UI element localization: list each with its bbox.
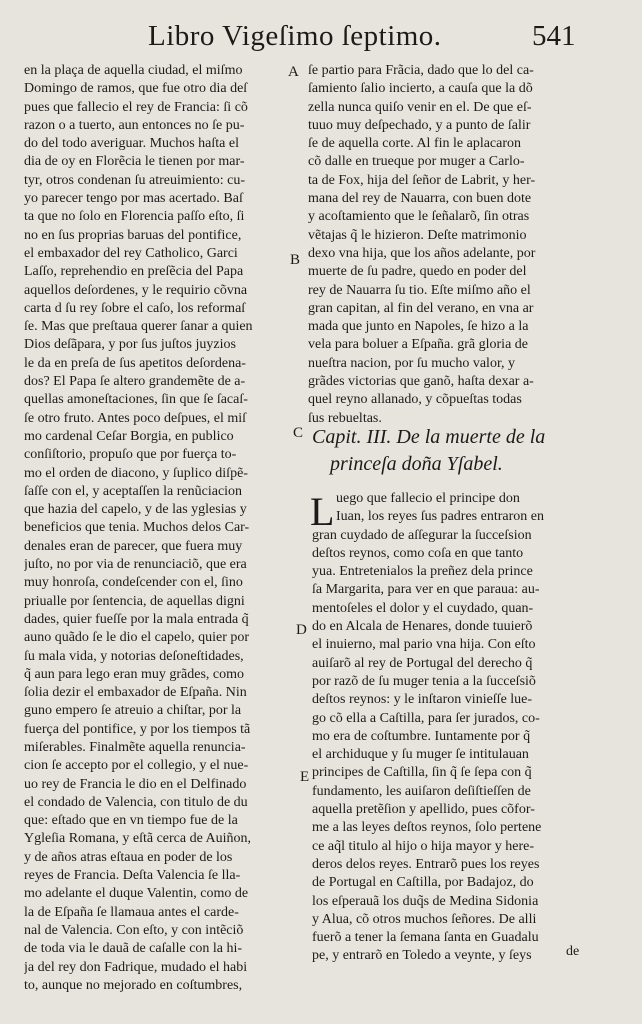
text-line: la de Eſpaña ſe llamaua antes el carde-	[24, 904, 239, 920]
right-column	[308, 62, 578, 428]
chapter-body	[312, 490, 544, 966]
text-line: Iuan, los reyes ſus padres entraron en	[336, 509, 544, 525]
text-line: auno quãdo ſe le dio el capelo, quier por	[24, 630, 250, 646]
text-line: aquella pretẽſion y apellido, pues cõfor-	[312, 802, 535, 818]
book-title: Libro Vigeſimo ſeptimo.	[148, 20, 442, 52]
text-line: principes de Caſtilla, ſin q̃ ſe ſepa con q̃	[312, 765, 532, 781]
text-line: y acoſtamiento que le ſeñalarõ, ſin otras	[308, 209, 530, 225]
text-line: miſerables. Finalmẽte aquella renuncia-	[24, 739, 246, 755]
text-line: conſiſtorio, propuſo que por fuerça to-	[24, 447, 237, 463]
text-line: ſaſſe con el, y aceptaſſen la renũciacion	[24, 483, 243, 499]
drop-cap-initial: L	[310, 489, 335, 534]
text-line: beneficios que tenia. Muchos delos Car-	[24, 520, 250, 536]
text-line: deſtos reynos, como coſa en que tanto	[312, 545, 524, 561]
text-line: guno empero ſe atreuio a chiſtar, por la	[24, 703, 242, 719]
text-line: ja del rey don Fadrique, mudado el habi	[24, 959, 248, 975]
text-line: quellas amoneſtaciones, ſin que ſe ſacaſ-	[24, 392, 248, 408]
text-line: ſe de aquella corte. Al fin le aplacaron	[308, 136, 522, 152]
text-line: mada que junto en Napoles, ſe hizo a la	[308, 319, 529, 335]
text-line: dades, quier fueſſe por la mala entrada q̃	[24, 611, 249, 627]
text-line: muerte de ſu padre, quedo en poder del	[308, 264, 527, 280]
text-line: ſolia dezir el embaxador de Eſpaña. Nin	[24, 685, 247, 701]
text-line: en la plaça de aquella ciudad, el miſmo	[24, 63, 243, 78]
text-line: y Alua, cõ otros muchos ſeñores. De alli	[312, 911, 537, 927]
catchword: de	[566, 944, 580, 959]
text-line: ta que no ſolo en Florencia paſſo eſto, ſi	[24, 209, 245, 225]
text-line: juſto, no por via de renunciaciõ, que era	[24, 557, 247, 573]
text-line: cion ſe accepto por el collegio, y el nue-	[24, 758, 249, 774]
text-line: do en Alcala de Henares, donde tuuierõ	[312, 619, 533, 635]
text-line: el archiduque y ſu muger ſe intitulauan	[312, 747, 529, 763]
text-line: nueſtra nacion, por ſu mucho valor, y	[308, 355, 516, 371]
text-line: do del todo averiguar. Muchos haſta el	[24, 136, 239, 152]
text-line: y de años atras eſtaua en poder de los	[24, 849, 233, 865]
text-line: denales eran de parecer, que fuera muy	[24, 538, 243, 554]
text-line: rey de Nauarra ſu tio. Eſte miſmo año el	[308, 282, 531, 298]
text-line: q̃ aun para lego eran muy grãdes, como	[24, 666, 245, 682]
text-line: razon o a tuerto, aun entonces no ſe pu-	[24, 117, 245, 133]
text-line: el inuierno, mal pario vna hija. Con eſto	[312, 637, 536, 653]
text-line: nal de Valencia. Con eſto, y con intẽciõ	[24, 922, 244, 938]
text-line: mo cardenal Ceſar Borgia, en publico	[24, 428, 234, 444]
text-line: yua. Entretenialos la preñez dela prince	[312, 564, 533, 580]
text-line: yo parecer tengo por mas acertado. Baſ	[24, 191, 243, 207]
text-line: fuerõ a tener la ſemana ſanta en Guadalu	[312, 930, 539, 946]
chapter-heading-line: princeſa doña Yſabel.	[330, 453, 503, 475]
text-line: cõ dalle en trueque por muger a Carlo-	[308, 154, 525, 170]
text-line: que: eſtado que en vn tiempo fue de la	[24, 813, 238, 829]
text-line: reyes de Francia. Deſta Valencia ſe lla-	[24, 868, 241, 884]
text-line: to, aunque no mejorado en coſtumbres,	[24, 977, 243, 993]
text-line: Dios deſãpara, y por ſus juſtos juyzios	[24, 337, 236, 353]
text-line: de toda via le dauã de caſalle con la hi-	[24, 941, 243, 957]
text-line: ſu mala vida, y notorias deſoneſtidades,	[24, 648, 244, 664]
text-line: mo era de coſtumbre. Iuntamente por q̃	[312, 728, 531, 744]
text-line: mentoſeles el dolor y el cuydado, quan-	[312, 600, 534, 616]
text-line: los eſperauã los duq̃s de Medina Sidonia	[312, 893, 539, 909]
text-line: tuuo muy deſpechado, y a punto de ſalir	[308, 117, 531, 133]
text-line: fundamento, les auiſaron deſiſtieſſen de	[312, 783, 531, 799]
text-line: mo adelante el duque Valentin, como de	[24, 886, 249, 902]
text-line: ſe. Mas que preſtaua querer ſanar a quien	[24, 319, 253, 335]
margin-marker-e: E	[300, 769, 310, 785]
margin-marker-a: A	[288, 64, 299, 80]
text-line: fuerça del pontifice, y por los tiempos tã	[24, 721, 251, 737]
margin-marker-b: B	[290, 252, 301, 268]
margin-marker-d: D	[296, 622, 307, 638]
text-line: pues que fallecio el rey de Francia: ſi cõ	[24, 99, 248, 115]
text-line: quel reyno allanado, y cõpueſtas todas	[308, 392, 522, 408]
text-line: ce aq̃l titulo al hijo o hija mayor y here-	[312, 838, 534, 854]
chapter-heading	[312, 424, 582, 478]
left-column	[24, 62, 290, 995]
page-number: 541	[532, 20, 576, 52]
text-line: ſamiento ſalio incierto, a cauſa que la dõ	[308, 81, 533, 97]
text-line: deros delos reyes. Entrarõ pues los reyes	[312, 856, 540, 872]
text-line: ſe otro fruto. Antes poco deſpues, el miſ	[24, 410, 247, 426]
text-line: el condado de Valencia, con titulo de du	[24, 794, 248, 810]
text-line: vela para boluer a Eſpaña. grã gloria de	[308, 337, 529, 353]
text-line: dos? El Papa ſe altero grandemẽte de a-	[24, 374, 246, 390]
text-line: dexo vna hija, que los años adelante, por	[308, 245, 536, 261]
text-line: uego que fallecio el principe don	[336, 491, 520, 506]
text-line: le da en preſa de ſus apetitos deſordena-	[24, 355, 246, 371]
text-line: ſa Margarita, para ver en que paraua: au-	[312, 582, 540, 598]
text-line: de Portugal en Caſtilla, por Badajoz, do	[312, 875, 534, 891]
text-line: Laſſo, reprehendio en preſẽcia del Papa	[24, 264, 244, 280]
text-line: gran cuydado de aſſegurar la ſucceſsion	[312, 527, 532, 543]
text-line: ta de Fox, hija del ſeñor de Labrit, y her-	[308, 172, 536, 188]
text-line: muy honroſa, condeſcender con el, ſino	[24, 575, 243, 591]
text-line: auiſarõ al rey de Portugal del derecho q̃	[312, 655, 533, 671]
text-line: aquellos deſordenes, y le requirio cõvna	[24, 282, 248, 298]
text-line: vẽtajas q̃ le hizieron. Deſte matrimonio	[308, 227, 527, 243]
text-line: ſe partio para Frãcia, dado que lo del ca-	[308, 63, 534, 78]
text-line: Domingo de ramos, que fue otro dia deſ	[24, 81, 248, 97]
text-line: grãdes victorias que ganõ, haſta dexar a-	[308, 374, 534, 390]
text-line: deſtos reynos: y le inſtaron vinieſſe lue-	[312, 692, 533, 708]
text-line: gran capitan, al fin del verano, en vna ar	[308, 300, 534, 316]
text-line: que hazia del capelo, y de las yglesias y	[24, 502, 247, 518]
text-line: mo el orden de diacono, y ſuplico diſpẽ-	[24, 465, 248, 481]
text-line: priualle por ſentencia, de aquellas digni	[24, 593, 245, 609]
text-line: el embaxador del rey Catholico, Garci	[24, 245, 238, 261]
margin-marker-c: C	[293, 425, 304, 441]
text-line: ſus rebueltas.	[308, 410, 382, 426]
text-line: tyr, otros condenan ſu atreuimiento: cu-	[24, 172, 246, 188]
text-line: me a las leyes deſtos reynos, ſolo pertene	[312, 820, 542, 836]
chapter-heading-line: Capit. III. De la muerte de la	[312, 426, 546, 448]
running-head	[0, 18, 642, 58]
text-line: Ygleſia Romana, y eſtã cerca de Auiñon,	[24, 831, 252, 847]
text-line: mana del rey de Nauarra, con buen dote	[308, 191, 532, 207]
text-line: zella nunca quiſo venir en el. De que eſ-	[308, 99, 532, 115]
text-line: dia de oy en Florẽcia le tienen por mar-	[24, 154, 245, 170]
text-line: carta d ſu rey ſobre el caſo, los reformaſ	[24, 300, 246, 316]
text-line: go cõ ella a Caſtilla, para ſer jurados, co-	[312, 710, 540, 726]
text-line: pe, y entrarõ en Toledo a veynte, y ſeys	[312, 948, 532, 964]
text-line: por razõ de ſu muger tenia a la ſucceſsiõ	[312, 673, 536, 689]
text-line: no en ſus proprias baruas del pontifice,	[24, 227, 242, 243]
text-line: uo rey de Francia le dio en el Delfinado	[24, 776, 247, 792]
